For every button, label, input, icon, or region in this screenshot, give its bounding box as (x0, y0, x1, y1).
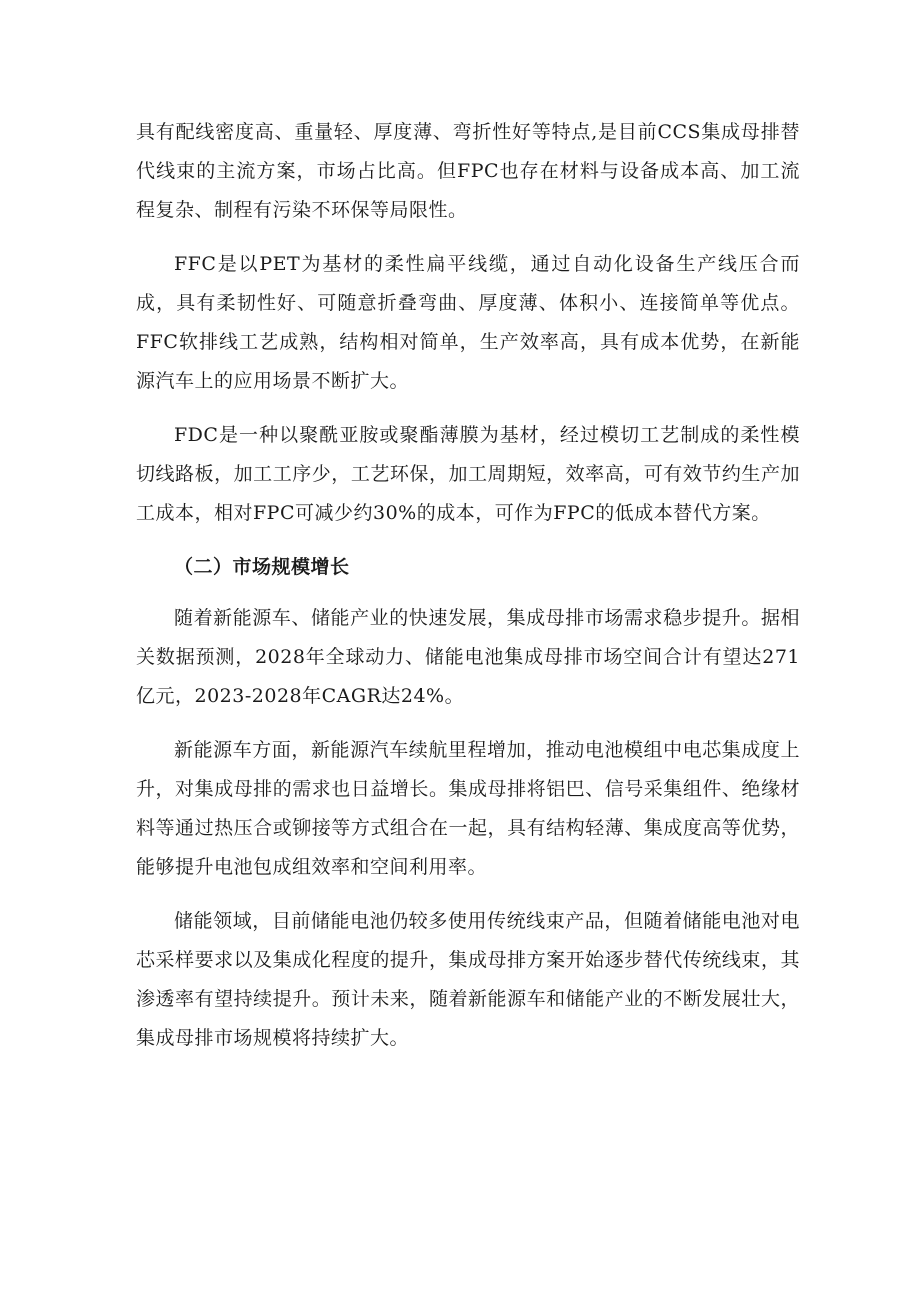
paragraph-ev-demand: 新能源车方面，新能源汽车续航里程增加，推动电池模组中电芯集成度上升，对集成母排的需求也日益增长。集成母排将铝巴、信号采集组件、绝缘材料等通过热压合或铆接等方式组合在一起，具有结构轻薄、集成度高等优势，能够提升电池包成组效率和空间利用率。 (136, 739, 800, 878)
section-heading-market-growth: （二）市场规模增长 (174, 556, 350, 578)
paragraph-fpc-features: 具有配线密度高、重量轻、厚度薄、弯折性好等特点,是目前CCS集成母排替代线束的主流方案，市场占比高。但FPC也存在材料与设备成本高、加工流程复杂、制程有污染不环保等局限性。 (136, 121, 800, 221)
document-body (136, 113, 800, 1073)
paragraph-ffc: FFC是以PET为基材的柔性扁平线缆，通过自动化设备生产线压合而成，具有柔韧性好、可随意折叠弯曲、厚度薄、体积小、连接简单等优点。FFC软排线工艺成熟，结构相对简单，生产效率高，具有成本优势，在新能源汽车上的应用场景不断扩大。 (136, 253, 800, 392)
paragraph-market-forecast: 随着新能源车、储能产业的快速发展，集成母排市场需求稳步提升。据相关数据预测，2028年全球动力、储能电池集成母排市场空间合计有望达271亿元，2023-2028年CAGR达24%。 (136, 607, 800, 707)
paragraph-energy-storage: 储能领域，目前储能电池仍较多使用传统线束产品，但随着储能电池对电芯采样要求以及集成化程度的提升，集成母排方案开始逐步替代传统线束，其渗透率有望持续提升。预计未来，随着新能源车和储能产业的不断发展壮大，集成母排市场规模将持续扩大。 (136, 910, 800, 1049)
paragraph-fdc: FDC是一种以聚酰亚胺或聚酯薄膜为基材，经过模切工艺制成的柔性模切线路板，加工工序少，工艺环保，加工周期短，效率高，可有效节约生产加工成本，相对FPC可减少约30%的成本，可作为FPC的低成本替代方案。 (136, 424, 800, 524)
